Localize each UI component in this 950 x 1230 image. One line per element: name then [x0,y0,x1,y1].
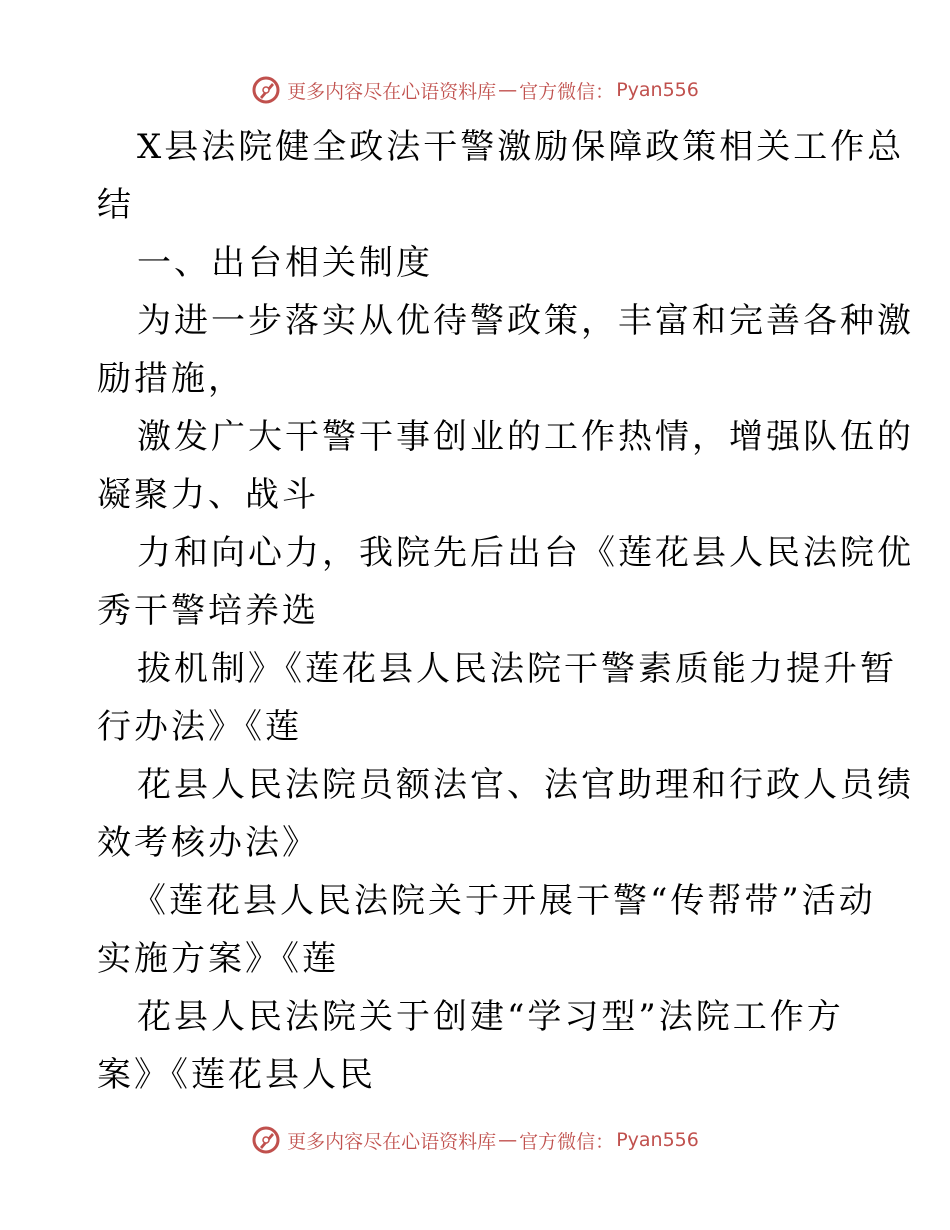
paragraph-line: 效考核办法》 [97,823,319,863]
paragraph-line: 激发广大干警干事创业的工作热情，增强队伍的 [137,417,914,457]
header-watermark [0,72,950,108]
document-title-line-1: X县法院健全政法干警激励保障政策相关工作总 [137,127,905,167]
paragraph-line: 花县人民法院关于创建“学习型”法院工作方 [137,997,844,1037]
watermark-brand: 更多内容尽在心语资料库 [287,80,497,103]
watermark-official: 官方微信： [519,1130,615,1153]
paragraph-line: 花县人民法院员额法官、法官助理和行政人员绩 [137,765,914,805]
watermark-id: Pyan556 [616,1129,699,1151]
watermark-dash: — [498,1129,518,1151]
section-heading: 一、出台相关制度 [137,243,433,283]
document-title-line-2: 结 [97,185,134,225]
footer-watermark [0,1122,950,1158]
paragraph-line: 行办法》《莲 [97,707,302,747]
watermark-id: Pyan556 [616,79,699,101]
paragraph-line: 秀干警培养选 [97,591,319,631]
watermark-dash: — [498,79,518,101]
pen-circle-logo-icon [251,75,281,105]
paragraph-line: 案》《莲花县人民 [97,1055,376,1095]
paragraph-line: 为进一步落实从优待警政策，丰富和完善各种激 [137,301,914,341]
paragraph-line: 凝聚力、战斗 [97,475,319,515]
paragraph-line: 力和向心力，我院先后出台《莲花县人民法院优 [137,533,914,573]
paragraph-line: 实施方案》《莲 [97,939,339,979]
paragraph-line: 《莲花县人民法院关于开展干警“传帮带”活动 [132,881,876,921]
paragraph-line: 拔机制》《莲花县人民法院干警素质能力提升暂 [137,649,897,689]
watermark-brand: 更多内容尽在心语资料库 [287,1130,497,1153]
pen-circle-logo-icon [251,1125,281,1155]
watermark-official: 官方微信： [519,80,615,103]
paragraph-line: 励措施， [97,359,245,399]
